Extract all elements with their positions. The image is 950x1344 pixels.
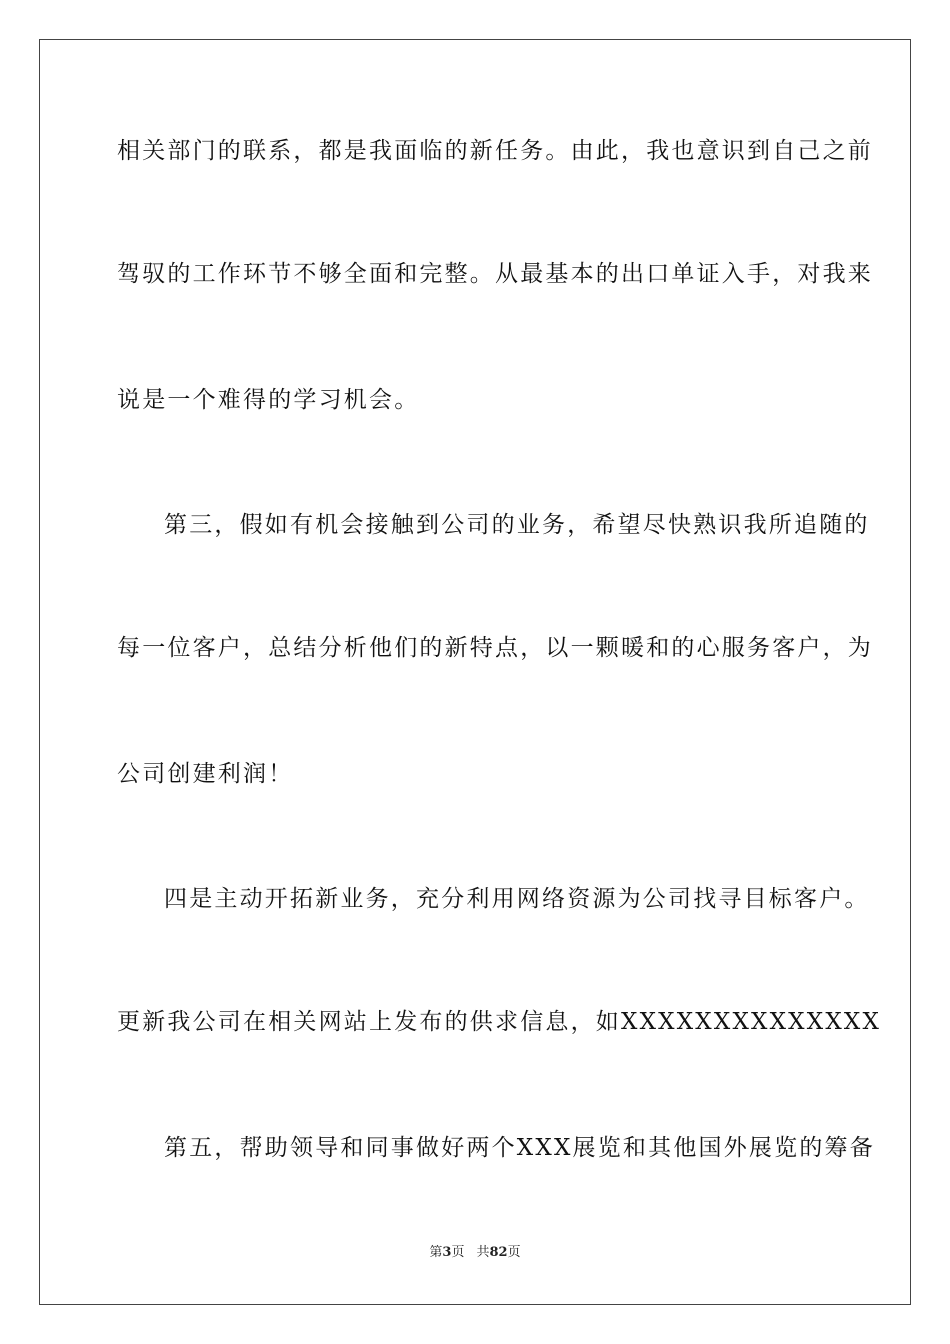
text-line-1: 相关部门的联系，都是我面临的新任务。由此，我也意识到自己之前 <box>117 138 873 164</box>
footer-total-prefix: 共 <box>476 1245 490 1260</box>
footer-total-suffix: 页 <box>507 1245 521 1260</box>
footer-page-number: 3 <box>442 1245 452 1260</box>
paragraph-5-first-line: 第五，帮助领导和同事做好两个XXX展览和其他国外展览的筹备 <box>164 1135 875 1161</box>
page-footer <box>0 1244 950 1262</box>
text-line-2: 驾驭的工作环节不够全面和完整。从最基本的出口单证入手，对我来 <box>117 261 873 287</box>
footer-page-prefix: 第 <box>429 1245 443 1260</box>
page-frame <box>39 39 911 1305</box>
footer-total-number: 82 <box>489 1245 508 1260</box>
text-line-6: 公司创建利润！ <box>117 761 294 787</box>
text-line-5: 每一位客户，总结分析他们的新特点，以一颗暖和的心服务客户，为 <box>117 635 873 661</box>
footer-page-suffix: 页 <box>451 1245 465 1260</box>
paragraph-3-first-line: 第三，假如有机会接触到公司的业务，希望尽快熟识我所追随的 <box>164 512 870 538</box>
paragraph-4-first-line: 四是主动开拓新业务，充分利用网络资源为公司找寻目标客户。 <box>164 886 870 912</box>
text-line-8: 更新我公司在相关网站上发布的供求信息，如XXXXXXXXXXXXXX <box>117 1009 882 1035</box>
text-line-3: 说是一个难得的学习机会。 <box>117 387 420 413</box>
